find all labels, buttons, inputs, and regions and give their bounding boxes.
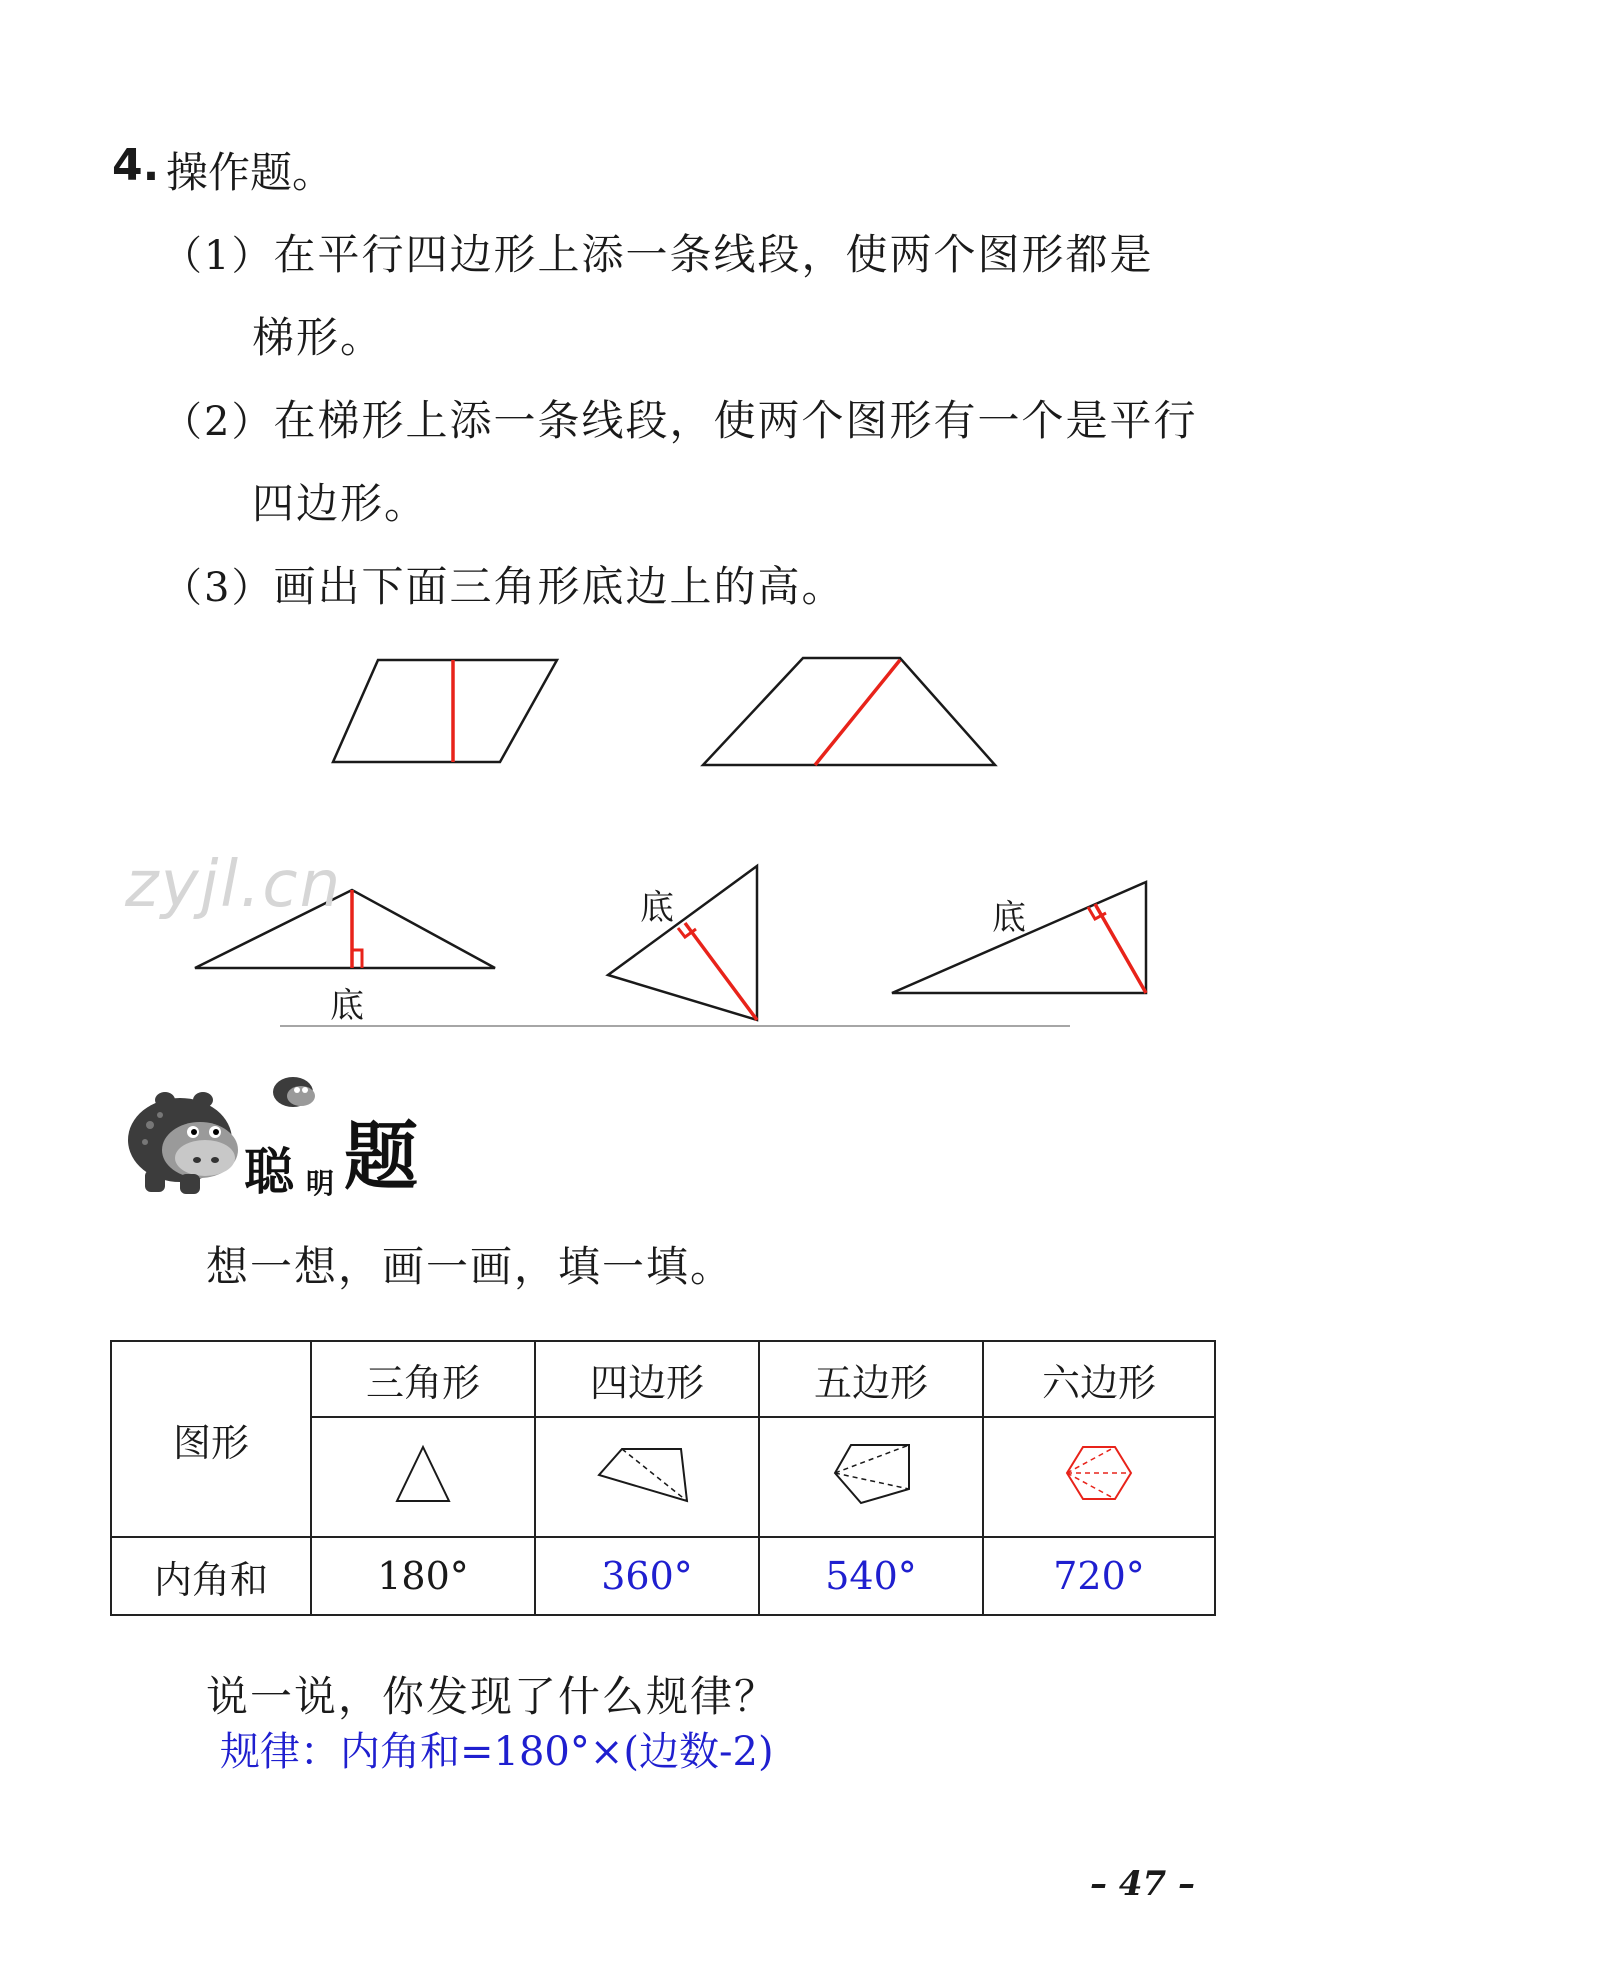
row-header-shape: 图形	[111, 1341, 311, 1537]
angle-sum-pentagon: 540°	[759, 1537, 983, 1615]
clever-prompt: 想一想，画一画，填一填。	[206, 1242, 735, 1291]
col-header-triangle: 三角形	[311, 1341, 535, 1417]
triangle-1-base-label: 底	[330, 986, 364, 1026]
triangle-2-base-label: 底	[640, 888, 674, 928]
shape-pentagon-cell	[759, 1417, 983, 1537]
question-number: 4.	[112, 140, 160, 191]
item-3-line1: 画出下面三角形底边上的高。	[273, 562, 846, 611]
col-header-quadrilateral: 四边形	[535, 1341, 759, 1417]
triangle-shape	[383, 1433, 463, 1513]
angle-sum-table	[110, 1340, 1216, 1616]
angle-sum-triangle: 180°	[311, 1537, 535, 1615]
clever-answer: 规律：内角和=180°×(边数-2)	[220, 1729, 774, 1775]
row-header-sum: 内角和	[111, 1537, 311, 1615]
page-number: – 47 –	[1090, 1864, 1195, 1904]
clever-header-char-3: 题	[344, 1114, 418, 1200]
shape-triangle-cell	[311, 1417, 535, 1537]
item-1-line1: 在平行四边形上添一条线段，使两个图形都是	[273, 230, 1154, 279]
shape-quadrilateral-cell	[535, 1417, 759, 1537]
angle-sum-hexagon: 720°	[983, 1537, 1215, 1615]
item-2-label: （2）	[162, 399, 274, 445]
col-header-hexagon: 六边形	[983, 1341, 1215, 1417]
triangle-3-base-label: 底	[992, 898, 1026, 938]
col-header-pentagon: 五边形	[759, 1341, 983, 1417]
item-1-line2: 梯形。	[252, 313, 385, 362]
watermark: zyjl.cn	[125, 848, 343, 922]
angle-sum-quadrilateral: 360°	[535, 1537, 759, 1615]
trapezoid-figure	[703, 658, 995, 765]
parallelogram-figure	[333, 660, 557, 762]
item-2-line2: 四边形。	[252, 479, 429, 528]
item-1-label: （1）	[162, 233, 274, 279]
shape-hexagon-cell	[983, 1417, 1215, 1537]
clever-header-char-1: 聪	[244, 1143, 294, 1201]
hexagon-shape	[1039, 1433, 1159, 1513]
triangle-2-figure	[608, 866, 757, 1020]
clever-question-2: 说一说，你发现了什么规律？	[206, 1672, 779, 1721]
pentagon-shape	[811, 1433, 931, 1513]
clever-header-char-2: 明	[306, 1167, 335, 1200]
item-2-line1: 在梯形上添一条线段，使两个图形有一个是平行	[273, 396, 1198, 445]
question-title: 操作题。	[166, 148, 335, 197]
item-3-label: （3）	[162, 565, 274, 611]
quadrilateral-shape	[587, 1433, 707, 1513]
